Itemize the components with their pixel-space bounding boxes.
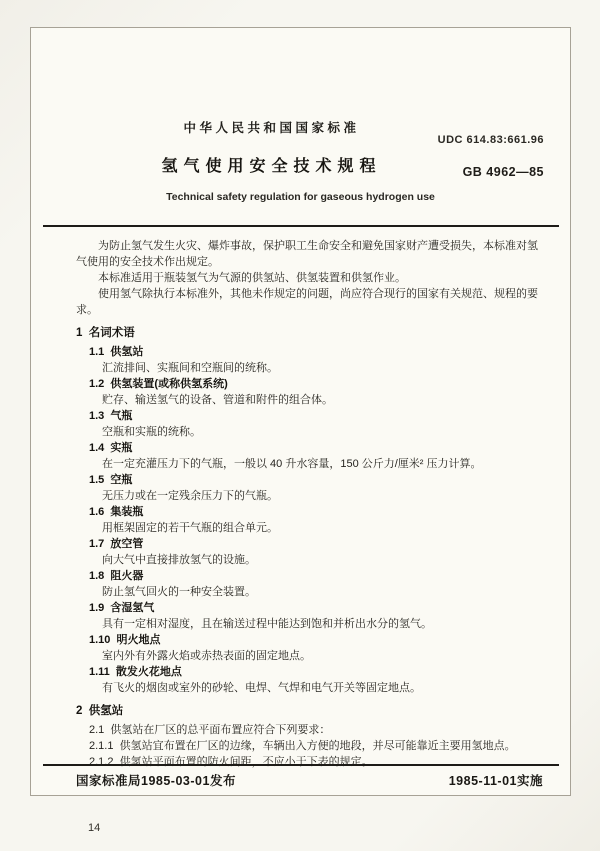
intro-paragraph: 本标准适用于瓶装氢气为气源的供氢站、供氢装置和供氢作业。 xyxy=(98,272,406,284)
implementation-date-label: 1985-11-01实施 xyxy=(448,774,543,788)
issue-date-label: 国家标准局1985-03-01发布 xyxy=(76,774,236,788)
term-item xyxy=(76,600,543,632)
term-item xyxy=(76,344,543,376)
document-title: 氢气使用安全技术规程 xyxy=(161,158,382,175)
intro-paragraph: 为防止氢气发生火灾、爆炸事故，保护职工生命安全和避免国家财产遭受损失，本标准对氢气使用的安全技术作出规定。 xyxy=(76,240,538,268)
page-number: 14 xyxy=(88,822,101,834)
section-1-heading: 1 名词术语 xyxy=(76,327,135,339)
term-label: 1.2 供氢装置(或称供氢系统) xyxy=(89,378,228,390)
term-item xyxy=(76,408,543,440)
term-definition: 贮存、输送氢气的设备、管道和附件的组合体。 xyxy=(102,394,333,406)
header-divider xyxy=(43,225,559,227)
standard-type-label: 中华人民共和国国家标准 xyxy=(183,121,360,135)
term-definition: 有飞火的烟囱或室外的砂轮、电焊、气焊和电气开关等固定地点。 xyxy=(102,682,421,694)
term-definition: 具有一定相对湿度，且在输送过程中能达到饱和并析出水分的氢气。 xyxy=(102,618,432,630)
term-item xyxy=(76,536,543,568)
term-label: 1.9 含湿氢气 xyxy=(89,602,155,614)
udc-number: UDC 614.83:661.96 xyxy=(437,134,544,146)
term-item xyxy=(76,664,543,696)
document-footer xyxy=(76,771,543,789)
standard-number: GB 4962—85 xyxy=(462,165,544,179)
clause-paragraph: 2.1.2 供氢站平面布置的防火间距，不应小于下表的规定。 xyxy=(89,756,373,768)
section-2-heading: 2 供氢站 xyxy=(76,705,124,717)
term-label: 1.1 供氢站 xyxy=(89,346,144,358)
term-definition: 在一定充灌压力下的气瓶，一般以 40 升水容量，150 公斤力/厘米² 压力计算。 xyxy=(102,458,482,470)
intro-paragraph: 使用氢气除执行本标准外，其他未作规定的问题，尚应符合现行的国家有关规范、规程的要求。 xyxy=(76,288,538,316)
term-definition: 室内外有外露火焰或赤热表面的固定地点。 xyxy=(102,650,311,662)
term-item xyxy=(76,504,543,536)
term-item xyxy=(76,632,543,664)
clause-paragraph: 2.1.1 供氢站宜布置在厂区的边缘，车辆出入方便的地段，并尽可能靠近主要用氢地点。 xyxy=(89,740,516,752)
english-subtitle: Technical safety regulation for gaseous hydrogen use xyxy=(166,191,435,203)
term-label: 1.5 空瓶 xyxy=(89,474,133,486)
clause-paragraph: 2.1 供氢站在厂区的总平面布置应符合下列要求： xyxy=(89,724,331,736)
term-definition: 用框架固定的若干气瓶的组合单元。 xyxy=(102,522,278,534)
footer-divider xyxy=(43,764,559,766)
term-label: 1.11 散发火花地点 xyxy=(89,666,182,678)
term-definition: 无压力或在一定残余压力下的气瓶。 xyxy=(102,490,278,502)
term-label: 1.10 明火地点 xyxy=(89,634,161,646)
page-frame xyxy=(30,27,571,796)
term-definition: 空瓶和实瓶的统称。 xyxy=(102,426,201,438)
term-definition: 向大气中直接排放氢气的设施。 xyxy=(102,554,256,566)
term-definition: 防止氢气回火的一种安全装置。 xyxy=(102,586,256,598)
term-item xyxy=(76,568,543,600)
term-label: 1.7 放空管 xyxy=(89,538,144,550)
term-item xyxy=(76,472,543,504)
term-item xyxy=(76,376,543,408)
document-body xyxy=(76,238,543,768)
term-label: 1.8 阻火器 xyxy=(89,570,144,582)
term-item xyxy=(76,440,543,472)
term-label: 1.6 集装瓶 xyxy=(89,506,144,518)
term-label: 1.4 实瓶 xyxy=(89,442,133,454)
term-label: 1.3 气瓶 xyxy=(89,410,133,422)
term-definition: 汇流排间、实瓶间和空瓶间的统称。 xyxy=(102,362,278,374)
